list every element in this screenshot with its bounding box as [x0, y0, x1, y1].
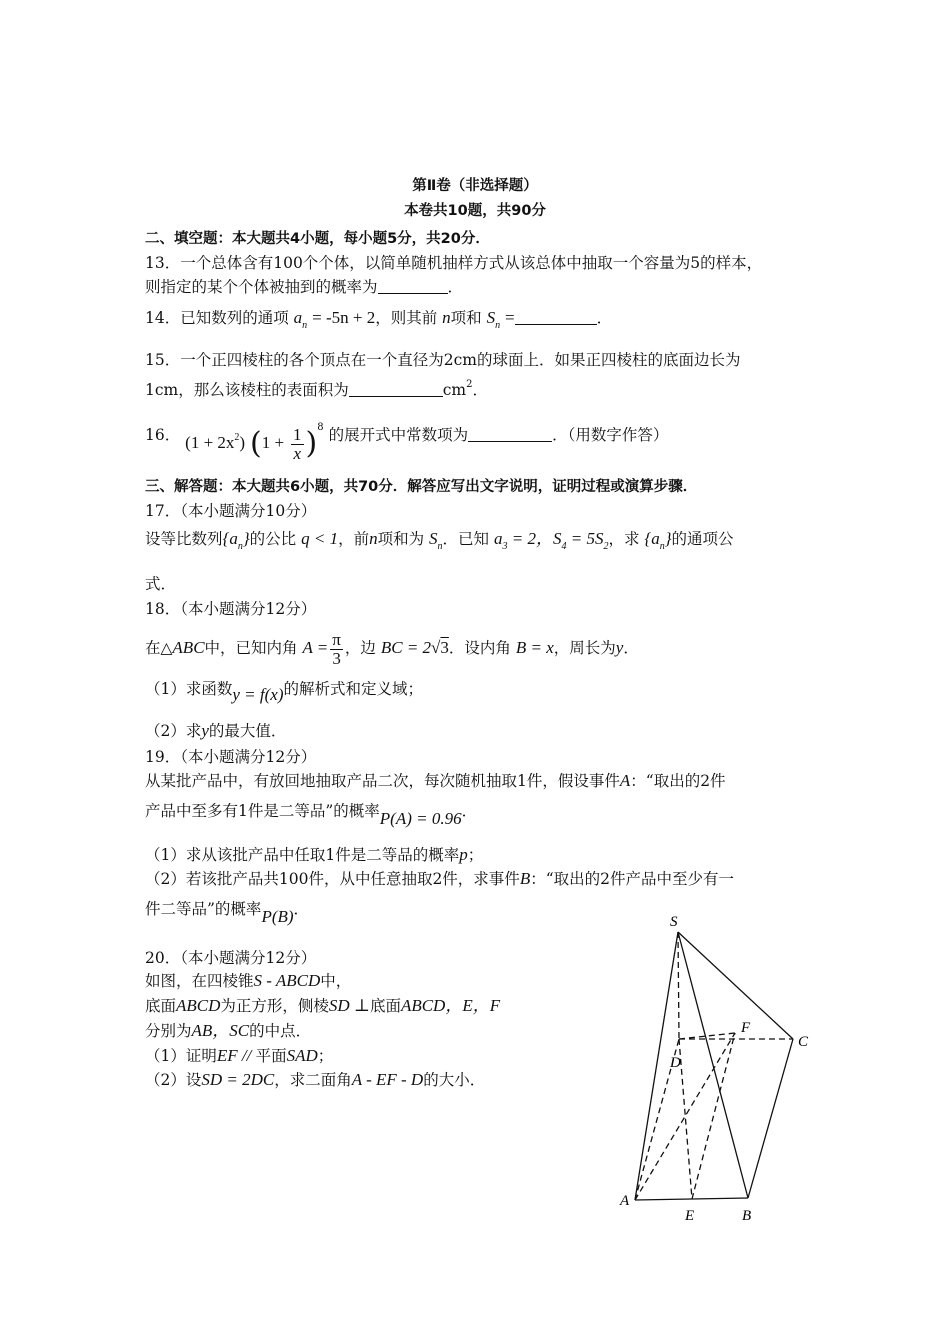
q19-pa: P(A) = 0.96 [379, 809, 462, 828]
q15-unit: cm [442, 381, 467, 399]
q18-pi-over-3: $\frac{\pi}{3}$ [332, 629, 341, 668]
q17-seq2: $\{a_n\}$ [644, 529, 672, 552]
edge-af [635, 1033, 735, 1200]
q16-text: 的展开式中常数项为 [328, 426, 469, 444]
edge-bc [748, 1039, 793, 1198]
q18-bx: B = x [515, 638, 554, 657]
label-d: D [670, 1055, 681, 1071]
q16-end: ．（用数字作答） [552, 426, 669, 444]
q13-line1: 13．一个总体含有100个个体，以简单随机抽样方式从该总体中抽取一个容量为5的样本， [145, 254, 763, 272]
label-e: E [685, 1208, 695, 1224]
label-f: F [741, 1020, 751, 1036]
label-a: A [620, 1193, 630, 1209]
q17-sn: $S_n$ [429, 529, 443, 552]
q16-one-plus: 1 + [261, 433, 285, 452]
q20-title: 20．（本小题满分12分） [145, 949, 317, 967]
edge-df [679, 1033, 735, 1039]
q15-line2 [145, 375, 488, 400]
q18-angle-a: A = [302, 638, 329, 657]
q16-base: $(1 + 2x^2)$ [185, 432, 246, 452]
q18-sqrt: √3 [431, 638, 449, 657]
q14-sn: $S_n$ [486, 308, 501, 331]
q16-fraction: $\frac{1}{x}$ [293, 424, 302, 463]
q18-part1: （1）求函数y = f(x)的解析式和定义域； [145, 680, 423, 704]
label-b: B [742, 1208, 752, 1224]
q13-blank [378, 279, 448, 294]
q17-seq: $\{a_n\}$ [222, 529, 250, 552]
q14-eq: = [505, 308, 515, 327]
q16-blank [468, 427, 552, 442]
q18-title: 18．（本小题满分12分） [145, 600, 317, 618]
q19-line1: 从某批产品中，有放回地抽取产品二次，每次随机抽取1件，假设事件A：“取出的2件 [145, 771, 726, 790]
q15-text: 1cm，那么该棱柱的表面积为 [145, 381, 349, 399]
q17-body: 设等比数列$\{a_n\}$的公比 q < 1，前n项和为 $S_n$．已知 $a_3 = 2$，$S_4 = 5S_2$，求 $\{a_n\}$的通项公 [145, 529, 734, 552]
q15-end: ． [472, 381, 489, 399]
q19-line2: 产品中至多有1件是二等品”的概率P(A) = 0.96． [145, 802, 478, 828]
section-subtitle: 本卷共10题，共90分 [404, 203, 546, 219]
q15-unit-sup: 2 [466, 379, 473, 390]
q19-part2: （2）若该批产品共100件，从中任意抽取2件，求事件B：“取出的2件产品中至少有一 [145, 869, 734, 888]
q18-part2: （2）求y的最大值． [145, 721, 287, 740]
q19-pb: P(B) [261, 907, 294, 926]
q14-mid2: 项和 [450, 309, 482, 327]
q13-end: ． [447, 278, 464, 296]
q19-line3: 件二等品”的概率P(B)． [145, 900, 310, 926]
edge-ef [692, 1033, 735, 1199]
q20-line2: 底面ABCD为正方形，侧棱SD ⊥底面ABCD，E，F [145, 996, 501, 1015]
edge-de [679, 1039, 692, 1199]
solution-heading: 三、解答题：本大题共6小题，共70分．解答应写出文字说明，证明过程或演算步骤． [145, 479, 698, 495]
edge-sc [678, 932, 793, 1039]
q17-title: 17．（本小题满分10分） [145, 502, 317, 520]
q16-exp: 8 [317, 422, 324, 433]
q13-text: 则指定的某个个体被抽到的概率为 [145, 278, 378, 296]
q20-line3: 分别为AB，SC的中点． [145, 1021, 312, 1040]
q14 [145, 305, 612, 339]
q18-fx: y = f(x) [232, 685, 284, 704]
q14-mid: ，则其前 [375, 309, 438, 327]
q20-part2: （2）设SD = 2DC，求二面角A - EF - D的大小． [145, 1070, 486, 1089]
label-s: S [670, 914, 678, 930]
edge-sb [678, 932, 748, 1198]
q14-pre: 14．已知数列的通项 [145, 309, 289, 327]
q19-title: 19．（本小题满分12分） [145, 748, 317, 766]
q14-n: n [442, 308, 451, 327]
fill-blank-heading: 二、填空题：本大题共4小题，每小题5分，共20分． [145, 231, 490, 247]
section-title: 第Ⅱ卷（非选择题） [412, 178, 538, 194]
q16 [145, 408, 668, 464]
q16-num: 16． [145, 426, 181, 444]
q17-cond2: $S_4 = 5S_2$ [552, 529, 609, 552]
label-c: C [798, 1034, 809, 1050]
q17-cond1: $a_3 = 2$， [494, 529, 553, 552]
q16-paren-close: ) [305, 426, 318, 461]
q18-body: 在△ABC中，已知内角 A = $\frac{\pi}{3}$ ，边 BC = 2√3．设内角 B = x，周长为y． [145, 629, 639, 668]
q20-line1: 如图，在四棱锥S - ABCD中， [145, 971, 352, 990]
q14-blank [515, 310, 597, 325]
q16-paren-open: ( [250, 426, 262, 461]
pyramid-figure [600, 905, 830, 1225]
edge-sd [678, 932, 679, 1039]
q19-part1: （1）求从该批产品中任取1件是二等品的概率p； [145, 845, 484, 864]
q20-part1: （1）证明EF // 平面SAD； [145, 1046, 334, 1065]
q15-blank [349, 382, 443, 397]
q14-an: $a_n$ [293, 308, 308, 331]
q17-line2: 式． [145, 575, 177, 593]
q14-formula: = -5n + 2 [312, 308, 376, 327]
q17-q-cond: q < 1 [301, 529, 339, 548]
q18-bc: BC = 2 [380, 638, 432, 657]
q15-line1: 15．一个正四棱柱的各个顶点在一个直径为2cm的球面上．如果正四棱柱的底面边长为 [145, 351, 741, 369]
q13-line2 [145, 277, 463, 297]
q14-end: ． [596, 309, 613, 327]
